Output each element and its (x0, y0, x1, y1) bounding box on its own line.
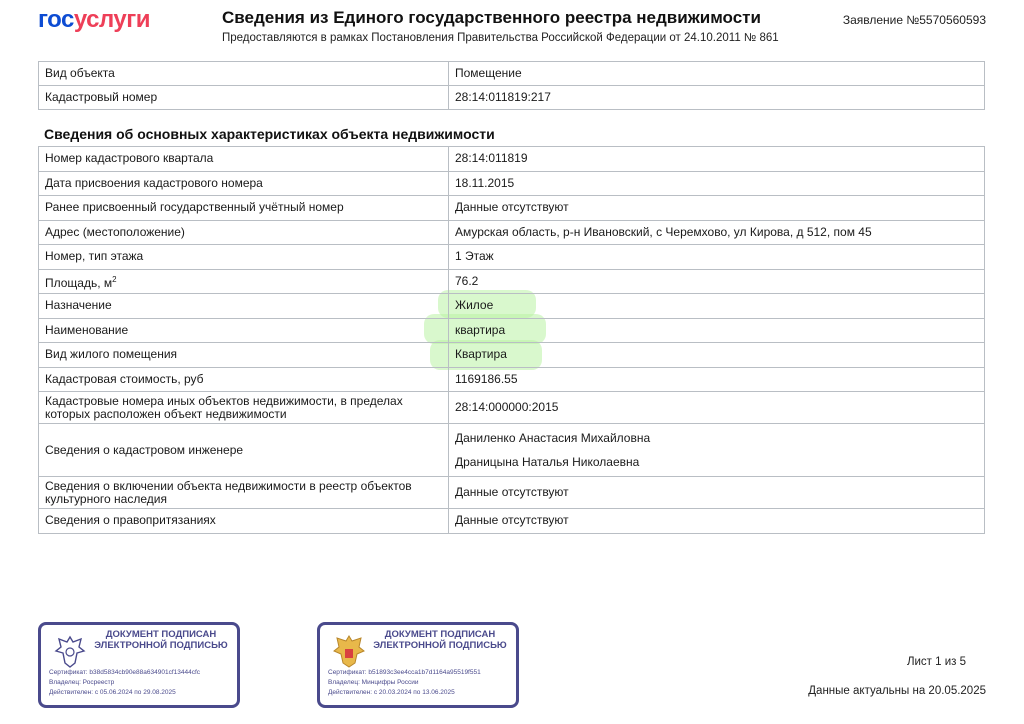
table-row (39, 509, 985, 534)
stamp-certificate: Сертификат: b38d5834cb90e88a634901cf13444cfc (49, 669, 201, 676)
row-label: Номер кадастрового квартала (39, 147, 449, 172)
signature-stamp-rosreestr (38, 622, 240, 708)
row-value: 28:14:000000:2015 (449, 392, 985, 424)
section-title: Сведения об основных характеристиках объекта недвижимости (44, 126, 495, 142)
stamp-title: ДОКУМЕНТ ПОДПИСАН ЭЛЕКТРОННОЙ ПОДПИСЬЮ (373, 629, 507, 651)
gosuslugi-logo: госуслуги (38, 6, 150, 33)
row-label: Кадастровый номер (39, 86, 449, 110)
table-row (39, 392, 985, 424)
row-label: Номер, тип этажа (39, 245, 449, 270)
row-label: Сведения о включении объекта недвижимости в реестр объектов культурного наследия (39, 477, 449, 509)
row-value: Данные отсутствуют (449, 509, 985, 534)
data-actual-date: Данные актуальны на 20.05.2025 (808, 685, 986, 697)
row-value: квартира (449, 318, 985, 343)
row-label: Вид жилого помещения (39, 343, 449, 368)
table-row (39, 147, 985, 172)
object-table (38, 61, 985, 110)
table-row (39, 424, 985, 477)
row-label: Наименование (39, 318, 449, 343)
row-value: 1169186.55 (449, 367, 985, 392)
row-value: Помещение (449, 62, 985, 86)
row-label: Ранее присвоенный государственный учётный номер (39, 196, 449, 221)
table-row (39, 477, 985, 509)
row-label: Кадастровые номера иных объектов недвижимости, в пределах которых расположен объект недвижимости (39, 392, 449, 424)
table-row (39, 171, 985, 196)
coat-of-arms-icon (332, 633, 366, 669)
row-value: 76.2 (449, 269, 985, 294)
engineer-name: Драницына Наталья Николаевна (455, 455, 640, 469)
area-unit-sup: 2 (112, 274, 117, 284)
stamp-owner: Владелец: Минцифры России (328, 679, 419, 686)
page-counter: Лист 1 из 5 (906, 656, 966, 668)
row-label: Сведения о правопритязаниях (39, 509, 449, 534)
area-label: Площадь, м (45, 275, 113, 290)
application-number: Заявление №5570560593 (842, 13, 986, 27)
row-value (449, 424, 985, 477)
engineer-name: Даниленко Анастасия Михайловна (455, 431, 651, 445)
document-title: Сведения из Единого государственного реестра недвижимости (222, 8, 761, 27)
row-value: Жилое (449, 294, 985, 319)
stamp-owner: Владелец: Росреестр (49, 679, 115, 686)
row-value: Данные отсутствуют (449, 477, 985, 509)
table-row (39, 269, 985, 294)
eagle-emblem-icon (53, 633, 87, 669)
row-value: Амурская область, р-н Ивановский, с Черемхово, ул Кирова, д 512, пом 45 (449, 220, 985, 245)
row-value: 28:14:011819 (449, 147, 985, 172)
row-label: Назначение (39, 294, 449, 319)
stamp-certificate: Сертификат: b51893c3ee4cca1b7d1164a95519f551 (328, 669, 481, 676)
stamp-title: ДОКУМЕНТ ПОДПИСАН ЭЛЕКТРОННОЙ ПОДПИСЬЮ (94, 629, 228, 651)
table-row (39, 220, 985, 245)
row-value: Данные отсутствуют (449, 196, 985, 221)
row-label: Вид объекта (39, 62, 449, 86)
stamp-validity: Действителен: с 05.06.2024 по 29.08.2025 (49, 689, 176, 696)
row-value: Квартира (449, 343, 985, 368)
row-value: 18.11.2015 (449, 171, 985, 196)
table-row (39, 245, 985, 270)
row-label: Дата присвоения кадастрового номера (39, 171, 449, 196)
document-subtitle: Предоставляются в рамках Постановления Правительства Российской Федерации от 24.10.2011 № 861 (222, 32, 779, 44)
row-value: 28:14:011819:217 (449, 86, 985, 110)
row-label: Адрес (местоположение) (39, 220, 449, 245)
row-label: Кадастровая стоимость, руб (39, 367, 449, 392)
signature-stamp-mintsifry (317, 622, 519, 708)
table-row (39, 367, 985, 392)
stamp-validity: Действителен: с 20.03.2024 по 13.06.2025 (328, 689, 455, 696)
row-label: Сведения о кадастровом инженере (39, 424, 449, 477)
table-row (39, 62, 985, 86)
row-label (39, 269, 449, 294)
table-row (39, 318, 985, 343)
table-row (39, 196, 985, 221)
table-row (39, 294, 985, 319)
table-row (39, 343, 985, 368)
characteristics-table (38, 146, 985, 534)
row-value: 1 Этаж (449, 245, 985, 270)
table-row (39, 86, 985, 110)
